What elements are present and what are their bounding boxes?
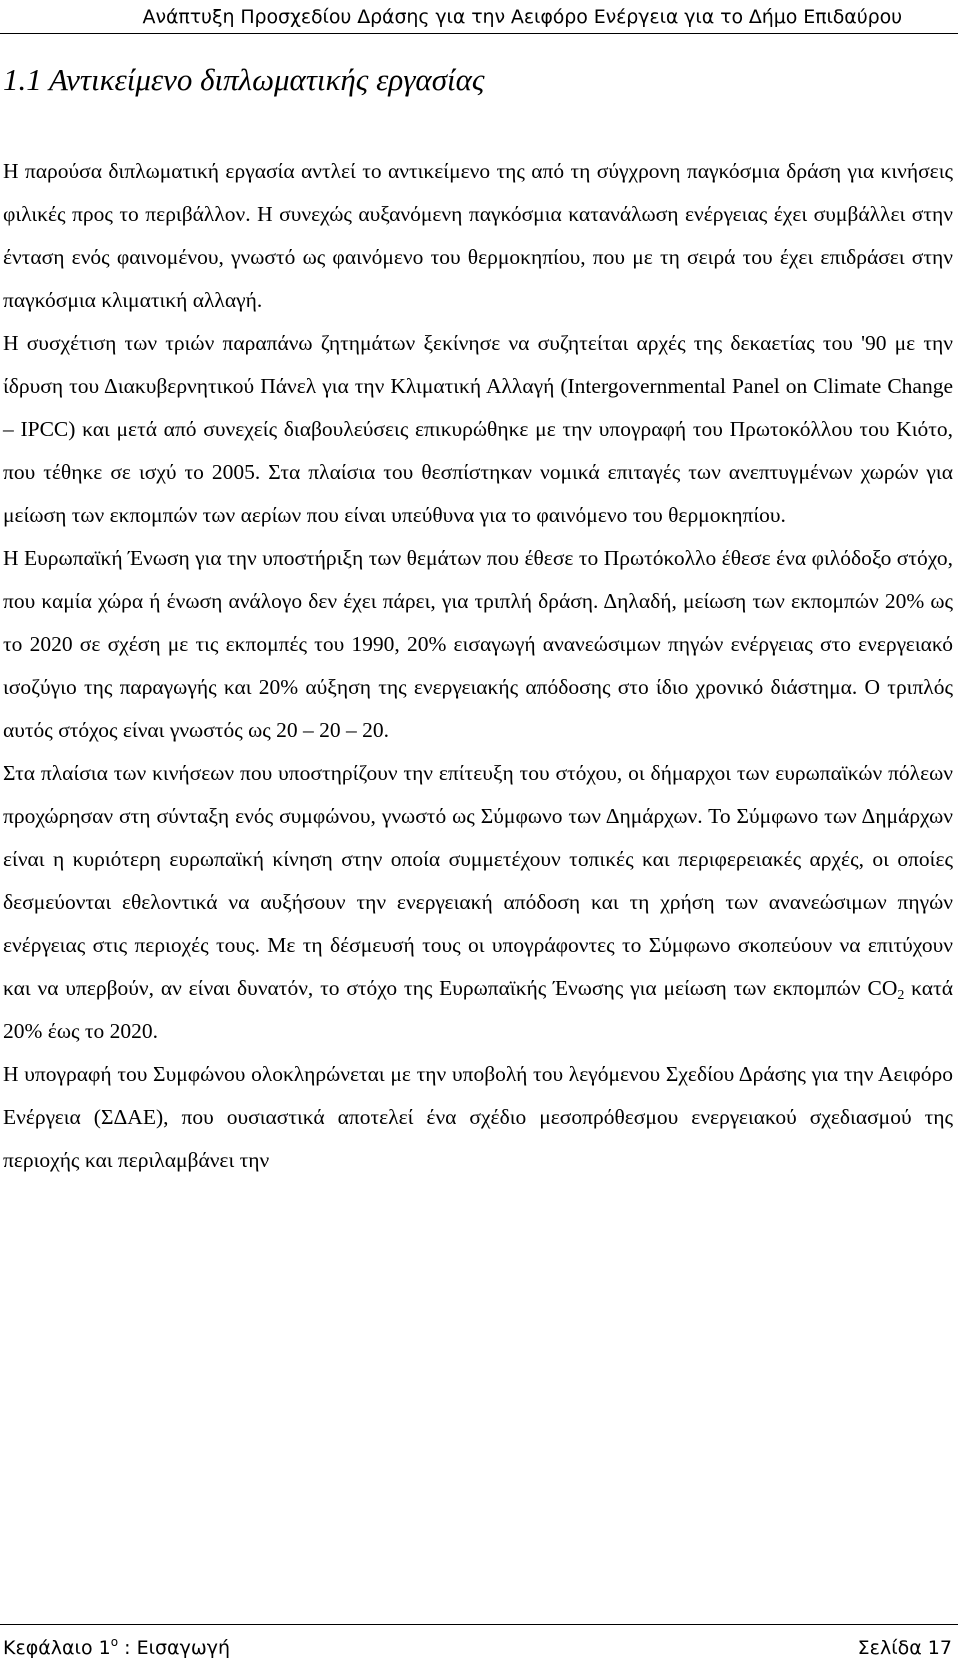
paragraph-2: Η συσχέτιση των τριών παραπάνω ζητημάτων ξεκίνησε να συζητείται αρχές της δεκαετίας του '90 με την ίδρυση του Διακυβερνητικού Πάνελ για την Κλιματική Αλλαγή (Intergovernmental Panel on Climate Change – IPCC) και μετά από συνεχείς διαβουλεύσεις επικυρώθηκε με την υπογραφή του Πρωτοκόλλου του Κιότο, που τέθηκε σε ισχύ το 2005. Στα πλαίσια του θεσπίστηκαν νομικά επιταγές των ανεπτυγμένων χωρών για μείωση των εκπομπών των αερίων που είναι υπεύθυνα για το φαινόμενο του θερμοκηπίου.	[3, 331, 953, 527]
footer-chapter-title: : Εισαγωγή	[118, 1637, 231, 1659]
section-heading: 1.1 Αντικείμενο διπλωματικής εργασίας	[3, 62, 485, 97]
body-text	[3, 150, 953, 1182]
paragraph-1: Η παρούσα διπλωματική εργασία αντλεί το αντικείμενο της από τη σύγχρονη παγκόσμια δράση για κινήσεις φιλικές προς το περιβάλλον. Η συνεχώς αυξανόμενη παγκόσμια κατανάλωση ενέργειας έχει συμβάλλει στην ένταση ενός φαινομένου, γνωστό ως φαινόμενο του θερμοκηπίου, που με τη σειρά του έχει επιδράσει στην παγκόσμια κλιματική αλλαγή.	[3, 159, 953, 312]
paragraph-5: Η υπογραφή του Συμφώνου ολοκληρώνεται με την υποβολή του λεγόμενου Σχεδίου Δράσης για την Αειφόρο Ενέργεια (ΣΔΑΕ), που ουσιαστικά αποτελεί ένα σχέδιο μεσοπρόθεσμου ενεργειακού σχεδιασμού της περιοχής και περιλαμβάνει την	[3, 1062, 953, 1172]
page-number: Σελίδα 17	[857, 1637, 952, 1659]
footer-chapter	[3, 1634, 230, 1662]
running-header: Ανάπτυξη Προσχεδίου Δράσης για την Αειφόρο Ενέργεια για το Δήμο Επιδαύρου	[142, 6, 902, 28]
footer-divider	[0, 1624, 958, 1625]
co2-subscript: 2	[897, 988, 905, 1003]
footer-chapter-prefix: Κεφάλαιο 1	[3, 1637, 111, 1659]
paragraph-3: Η Ευρωπαϊκή Ένωση για την υποστήριξη των θεμάτων που έθεσε το Πρωτόκολλο έθεσε ένα φιλόδοξο στόχο, που καμία χώρα ή ένωση ανάλογο δεν έχει πάρει, για τριπλή δράση. Δηλαδή, μείωση των εκπομπών 20% ως το 2020 σε σχέση με τις εκπομπές του 1990, 20% εισαγωγή ανανεώσιμων πηγών ενέργειας στο ενεργειακό ισοζύγιο της παραγωγής και 20% αύξηση της ενεργειακής απόδοσης στο ίδιο χρονικό διάστημα. Ο τριπλός αυτός στόχος είναι γνωστός ως 20 – 20 – 20.	[3, 546, 953, 742]
paragraph-4-text-end: κατά 20% έως το 2020.	[3, 976, 953, 1043]
paragraph-4	[3, 752, 953, 1053]
footer-chapter-ordinal: ο	[110, 1635, 119, 1649]
header-divider	[0, 33, 958, 34]
paragraph-4-text: Στα πλαίσια των κινήσεων που υποστηρίζουν την επίτευξη του στόχου, οι δήμαρχοι των ευρωπαϊκών πόλεων προχώρησαν στη σύνταξη ενός συμφώνου, γνωστό ως Σύμφωνο των Δημάρχων. Το Σύμφωνο των Δημάρχων είναι η κυριότερη ευρωπαϊκή κίνηση στην οποία συμμετέχουν τοπικές και περιφερειακές αρχές, οι οποίες δεσμεύονται εθελοντικά να αυξήσουν την ενεργειακή απόδοση και τη χρήση των ανανεώσιμων πηγών ενέργειας στις περιοχές τους. Με τη δέσμευσή τους οι υπογράφοντες το Σύμφωνο σκοπεύουν να επιτύχουν και να υπερβούν, αν είναι δυνατόν, το στόχο της Ευρωπαϊκής Ένωσης για μείωση των εκπομπών CO	[3, 761, 953, 1000]
